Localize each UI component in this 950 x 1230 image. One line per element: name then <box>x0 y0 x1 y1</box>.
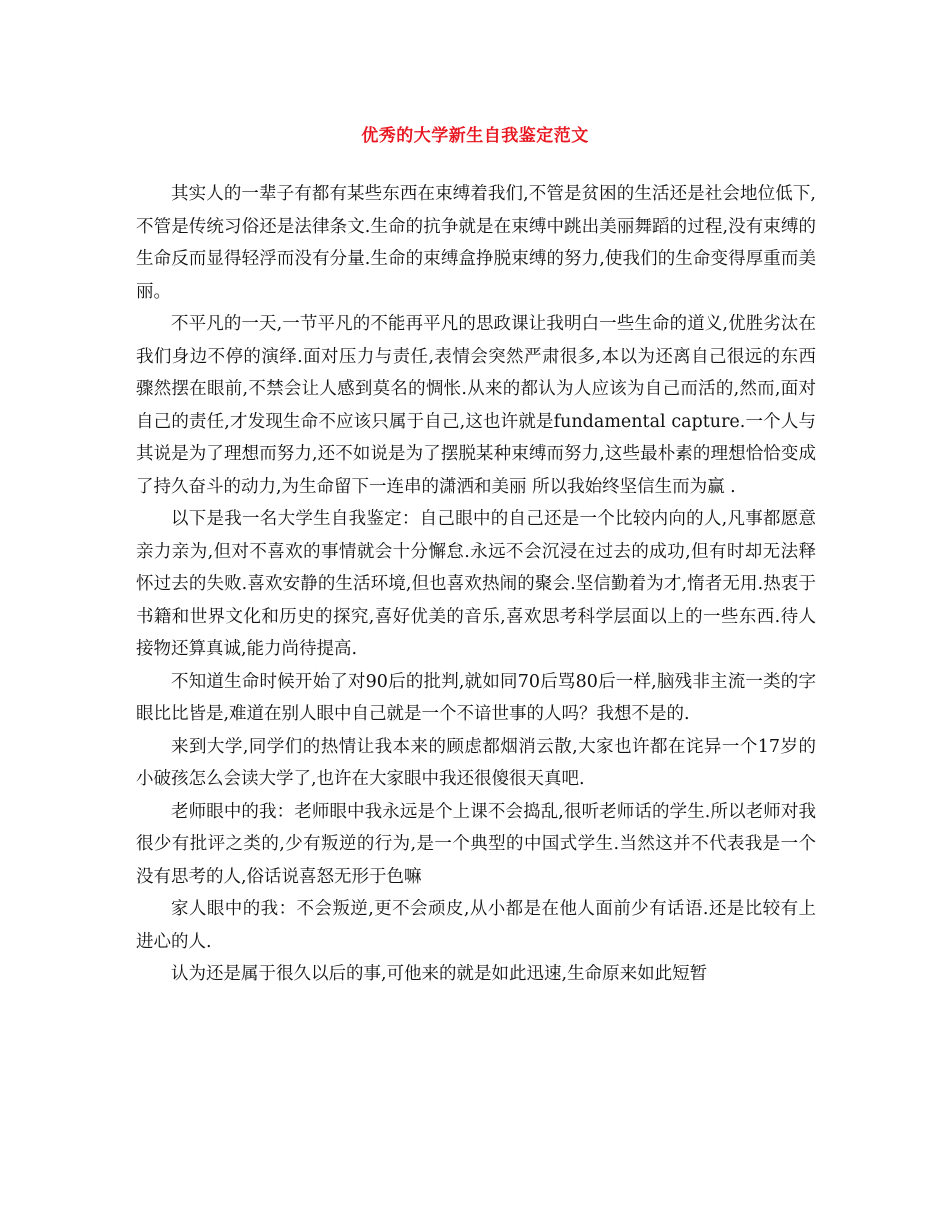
paragraph: 不知道生命时候开始了对90后的批判,就如同70后骂80后一样,脑残非主流一类的字眼比比皆是,难道在别人眼中自己就是一个不谙世事的人吗？我想不是的. <box>136 671 816 724</box>
paragraph: 以下是我一名大学生自我鉴定：自己眼中的自己还是一个比较内向的人,凡事都愿意亲力亲为,但对不喜欢的事情就会十分懈怠.永远不会沉浸在过去的成功,但有时却无法释怀过去的失败.喜欢安静的生活环境,但也喜欢热闹的聚会.坚信勤着为才,惰者无用.热衷于书籍和世界文化和历史的探究,喜好优美的音乐,喜欢思考科学层面以上的一些东西.待人接物还算真诚,能力尚待提高. <box>136 509 816 659</box>
paragraph: 老师眼中的我：老师眼中我永远是个上课不会捣乱,很听老师话的学生.所以老师对我很少有批评之类的,少有叛逆的行为,是一个典型的中国式学生.当然这并不代表我是一个没有思考的人,俗话说喜怒无形于色嘛 <box>136 801 816 887</box>
paragraph: 其实人的一辈子有都有某些东西在束缚着我们,不管是贫困的生活还是社会地位低下,不管是传统习俗还是法律条文.生命的抗争就是在束缚中跳出美丽舞蹈的过程,没有束缚的生命反而显得轻浮而没有分量.生命的束缚盒挣脱束缚的努力,使我们的生命变得厚重而美丽。 <box>136 184 816 302</box>
paragraph: 不平凡的一天,一节平凡的不能再平凡的思政课让我明白一些生命的道义,优胜劣汰在我们身边不停的演绎.面对压力与责任,表情会突然严肃很多,本以为还离自己很远的东西骤然摆在眼前,不禁会让人感到莫名的惆怅.从来的都认为人应该为自己而活的,然而,面对自己的责任,才发现生命不应该只属于自己,这也许就是fundamental capture.一个人与其说是为了理想而努力,还不如说是为了摆脱某种束缚而努力,这些最朴素的理想恰恰变成了持久奋斗的动力,为生命留下一连串的潇洒和美丽 所以我始终坚信生而为赢 . <box>136 314 816 497</box>
paragraph: 认为还是属于很久以后的事,可他来的就是如此迅速,生命原来如此短暂 <box>171 964 708 984</box>
document-body <box>136 178 816 991</box>
paragraph: 来到大学,同学们的热情让我本来的顾虑都烟消云散,大家也许都在诧异一个17岁的小破孩怎么会读大学了,也许在大家眼中我还很傻很天真吧. <box>136 736 816 789</box>
document-title: 优秀的大学新生自我鉴定范文 <box>361 126 589 146</box>
paragraph: 家人眼中的我：不会叛逆,更不会顽皮,从小都是在他人面前少有话语.还是比较有上进心的人. <box>136 899 816 952</box>
